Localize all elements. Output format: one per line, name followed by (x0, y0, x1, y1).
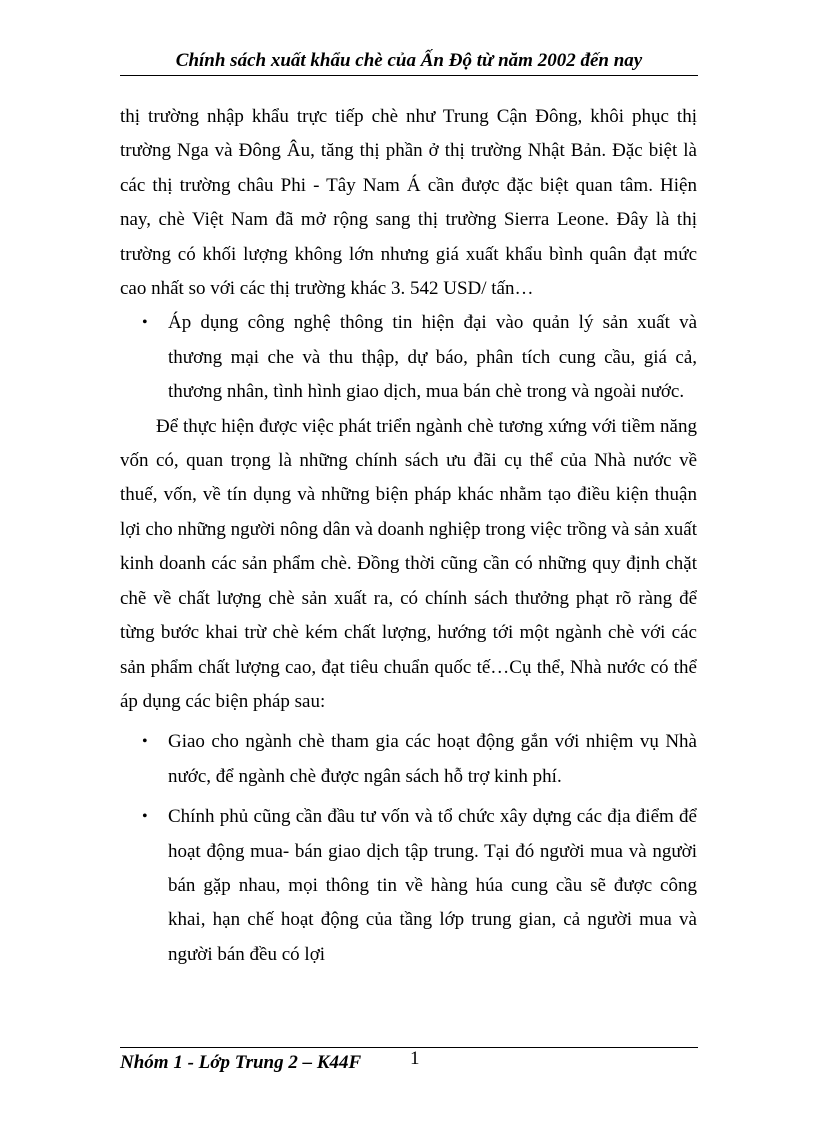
bullet-item-2-text: Giao cho ngành chè tham gia các hoạt động gắn với nhiệm vụ Nhà nước, để ngành chè được ngân sách hỗ trợ kinh phí. (168, 731, 697, 787)
document-body (120, 100, 697, 972)
bullet-icon: • (142, 733, 148, 751)
bullet-item-1-text: Áp dụng công nghệ thông tin hiện đại vào quản lý sản xuất và thương mại che và thu thập, dự báo, phân tích cung cầu, giá cả, thương nhân, tình hình giao dịch, mua bán chè trong và ngoài nước. (168, 312, 697, 403)
header-divider (120, 75, 698, 76)
bullet-item-1 (120, 306, 697, 409)
bullet-item-3 (120, 800, 697, 972)
page-number: 1 (410, 1048, 420, 1069)
bullet-item-2 (120, 725, 697, 794)
bullet-item-3-text: Chính phủ cũng cần đầu tư vốn và tổ chức xây dựng các địa điểm để hoạt động mua- bán giao dịch tập trung. Tại đó người mua và người bán gặp nhau, mọi thông tin về hàng húa cung cầu sẽ được công khai, hạn chế hoạt động của tầng lớp trung gian, cả người mua và người bán đều có lợi (168, 806, 697, 965)
bullet-icon: • (142, 808, 148, 826)
page-header-title: Chính sách xuất khẩu chè của Ấn Độ từ năm 2002 đến nay (175, 50, 643, 71)
footer-divider (120, 1047, 698, 1048)
body-paragraph-2: Để thực hiện được việc phát triển ngành chè tương xứng với tiềm năng vốn có, quan trọng là những chính sách ưu đãi cụ thể của Nhà nước về thuế, vốn, về tín dụng và những biện pháp khác nhằm tạo điều kiện thuận lợi cho những người nông dân và doanh nghiệp trong việc trồng và sản xuất kinh doanh các sản phẩm chè. Đồng thời cũng cần có những quy định chặt chẽ về chất lượng chè sản xuất ra, có chính sách thưởng phạt rõ ràng để từng bước khai trừ chè kém chất lượng, hướng tới một ngành chè với các sản phẩm chất lượng cao, đạt tiêu chuẩn quốc tế…Cụ thể, Nhà nước có thể áp dụng các biện pháp sau: (120, 415, 697, 712)
footer-group-label: Nhóm 1 - Lớp Trung 2 – K44F (120, 1052, 362, 1073)
bullet-icon: • (142, 314, 148, 332)
body-paragraph-1: thị trường nhập khẩu trực tiếp chè như Trung Cận Đông, khôi phục thị trường Nga và Đông Âu, tăng thị phần ở thị trường Nhật Bản. Đặc biệt là các thị trường châu Phi - Tây Nam Á cần được đặc biệt quan tâm. Hiện nay, chè Việt Nam đã mở rộng sang thị trường Sierra Leone. Đây là thị trường có khối lượng không lớn nhưng giá xuất khẩu bình quân đạt mức cao nhất so với các thị trường khác 3. 542 USD/ tấn… (120, 106, 697, 300)
